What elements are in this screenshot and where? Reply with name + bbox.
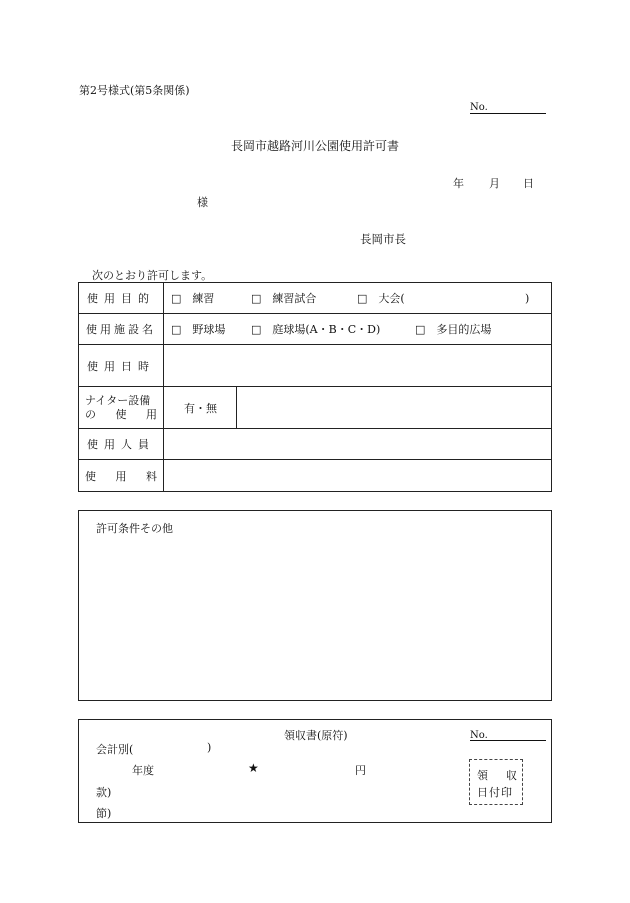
conditions-label: 許可条件その他 <box>96 522 173 535</box>
fee-row <box>79 460 551 491</box>
receipt-number-label: No. <box>470 730 488 741</box>
fee-label <box>79 460 164 491</box>
night-facility-label-line1: ナイター設備 <box>85 393 151 407</box>
stamp-line-2: 日付印 <box>477 786 513 799</box>
purpose-label: 使用目的 <box>79 283 164 313</box>
night-facility-value[interactable]: 有・無 <box>165 387 237 428</box>
night-facility-row <box>79 387 551 429</box>
document-number-label: No. <box>470 102 488 113</box>
receipt-box <box>78 719 552 823</box>
night-label-char-1: の <box>85 407 96 421</box>
fee-field[interactable] <box>165 460 551 491</box>
purpose-option-tournament[interactable]: □ 大会( <box>357 292 405 305</box>
stamp-char-2: 収 <box>506 769 517 782</box>
date-month-label: 月 <box>489 177 500 190</box>
facility-option-multipurpose[interactable]: □ 多目的広場 <box>415 323 492 336</box>
people-field[interactable] <box>165 429 551 459</box>
intro-text: 次のとおり許可します。 <box>92 269 213 282</box>
night-facility-label <box>79 387 164 428</box>
receipt-setsu-label: 節) <box>96 807 112 820</box>
datetime-row <box>79 345 551 387</box>
page-title: 長岡市越路河川公園使用許可書 <box>231 139 400 153</box>
receipt-account-label: 会計別( <box>96 743 134 756</box>
purpose-row <box>79 283 551 314</box>
form-number: 第2号様式(第5条関係) <box>79 84 190 97</box>
issuer-name: 長岡市長 <box>360 232 406 246</box>
receipt-date-stamp-box <box>469 759 523 805</box>
receipt-account-close: ) <box>207 741 212 754</box>
purpose-close-paren: ) <box>525 291 530 305</box>
night-facility-notes[interactable] <box>238 387 551 428</box>
people-row <box>79 429 551 460</box>
stamp-char-1: 領 <box>477 769 488 782</box>
receipt-yen-label: 円 <box>355 764 366 777</box>
date-day-label: 日 <box>523 177 534 190</box>
night-label-char-2: 使 <box>115 407 127 421</box>
addressee-suffix: 様 <box>197 196 208 209</box>
datetime-field[interactable] <box>165 345 551 386</box>
receipt-number-field[interactable] <box>470 728 546 741</box>
permit-table <box>78 282 552 492</box>
receipt-title: 領収書(原符) <box>284 729 348 742</box>
fee-label-char-1: 使 <box>85 469 96 483</box>
receipt-kan-label: 款) <box>96 786 112 799</box>
star-icon: ★ <box>248 761 259 775</box>
purpose-option-practice-match[interactable]: □ 練習試合 <box>251 292 317 305</box>
fee-label-char-2: 用 <box>115 469 127 483</box>
date-year-label: 年 <box>453 177 464 190</box>
fee-label-char-3: 料 <box>146 469 157 483</box>
purpose-option-practice[interactable]: □ 練習 <box>171 292 215 305</box>
receipt-fiscal-year: 年度 <box>132 764 154 777</box>
people-label: 使用人員 <box>79 429 164 459</box>
facility-option-baseball[interactable]: □ 野球場 <box>171 323 226 336</box>
conditions-box[interactable] <box>78 510 552 701</box>
facility-label: 使用施設名 <box>79 314 164 344</box>
night-facility-label-line2 <box>85 408 157 422</box>
document-number-field[interactable] <box>470 100 546 114</box>
facility-row <box>79 314 551 345</box>
night-label-char-3: 用 <box>146 407 157 421</box>
facility-option-tennis[interactable]: □ 庭球場(A・B・C・D) <box>251 323 381 336</box>
datetime-label: 使用日時 <box>79 345 164 386</box>
